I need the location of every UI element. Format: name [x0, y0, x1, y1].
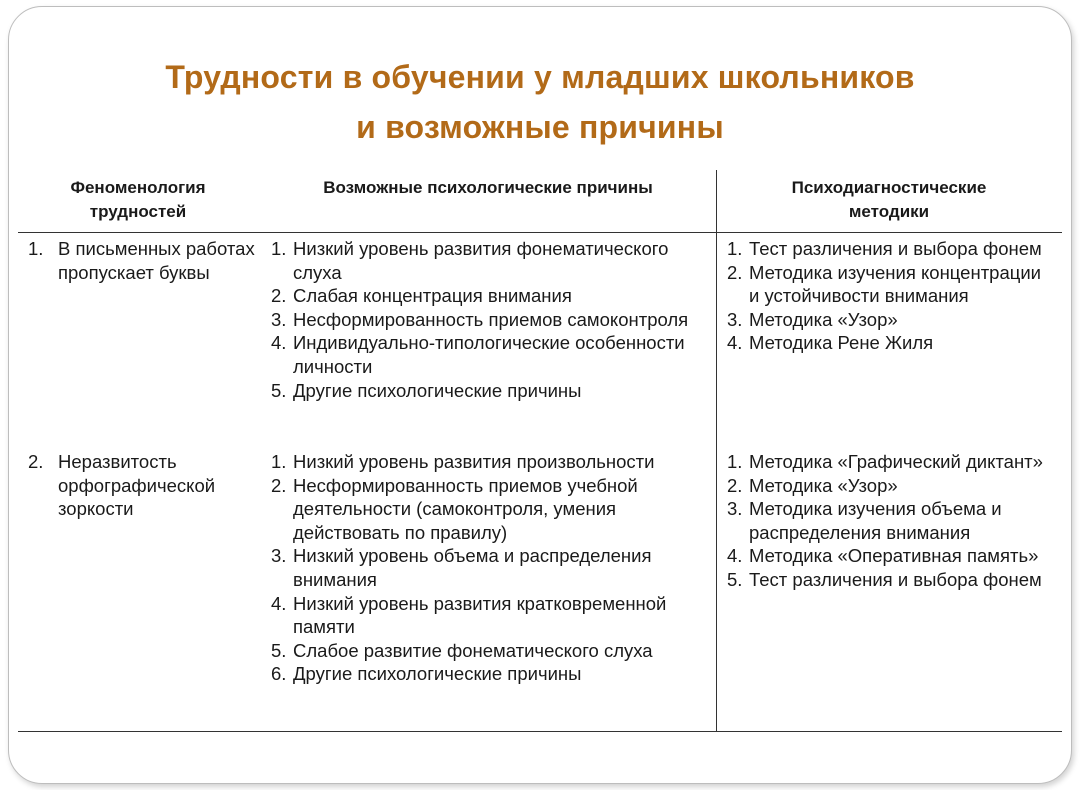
list-item: 1. Тест различения и выбора фонем: [727, 238, 1042, 259]
list-item: 2. Методика изучения концентрации и устойчивости внимания: [727, 261, 1042, 307]
list-item: 1. В письменных работах пропускает буквы: [28, 238, 255, 283]
list-item: 4. Методика Рене Жиля: [727, 332, 934, 354]
list-item: 3. Методика изучения объема и распределения внимания: [727, 498, 1002, 543]
slide-title: [0, 52, 1080, 152]
row2-difficulty: [18, 450, 258, 521]
list-item: 3. Низкий уровень объема и распределения внимания: [271, 545, 652, 590]
list-item: 1. Методика «Графический диктант»: [727, 451, 1043, 472]
list-item: 3. Методика «Узор»: [727, 308, 898, 330]
list-item: 1. Низкий уровень развития фонематического слуха: [271, 238, 669, 283]
list-item: 2. Неразвитость орфографической зоркости: [28, 451, 216, 520]
header-divider: [18, 232, 1062, 233]
row2-causes: [252, 450, 712, 686]
list-item: 2. Методика «Узор»: [727, 474, 898, 496]
header-phenomenology: Феноменология трудностей: [70, 178, 206, 221]
title-line-1: Трудности в обучении у младших школьников: [165, 59, 915, 95]
title-line-2: и возможные причины: [356, 109, 724, 145]
header-causes: Возможные психологические причины: [323, 178, 653, 197]
row2-methods: [708, 450, 1053, 592]
list-item: 3. Несформированность приемов самоконтроля: [271, 308, 689, 330]
list-item: 1. Низкий уровень развития произвольности: [271, 451, 655, 472]
header-methods: Психодиагностические методики: [791, 178, 987, 221]
list-item: 2. Несформированность приемов учебной деятельности (самоконтроля, умения действовать по правилу): [271, 474, 638, 543]
list-item: 4. Низкий уровень развития кратковременной памяти: [271, 592, 667, 638]
row1-causes: [252, 237, 712, 402]
table-bottom-border: [18, 731, 1062, 732]
list-item: 4. Методика «Оперативная память»: [727, 545, 1039, 567]
difficulties-table: [18, 170, 1062, 732]
list-item: 5. Тест различения и выбора фонем: [727, 568, 1042, 590]
list-item: 2. Слабая концентрация внимания: [271, 285, 572, 307]
list-item: 5. Слабое развитие фонематического слуха: [271, 639, 653, 661]
row1-difficulty: [18, 237, 258, 284]
list-item: 6. Другие психологические причины: [271, 663, 582, 685]
list-item: 5. Другие психологические причины: [271, 379, 582, 401]
list-item: 4. Индивидуально-типологические особенности личности: [271, 332, 685, 377]
row1-methods: [708, 237, 1053, 355]
